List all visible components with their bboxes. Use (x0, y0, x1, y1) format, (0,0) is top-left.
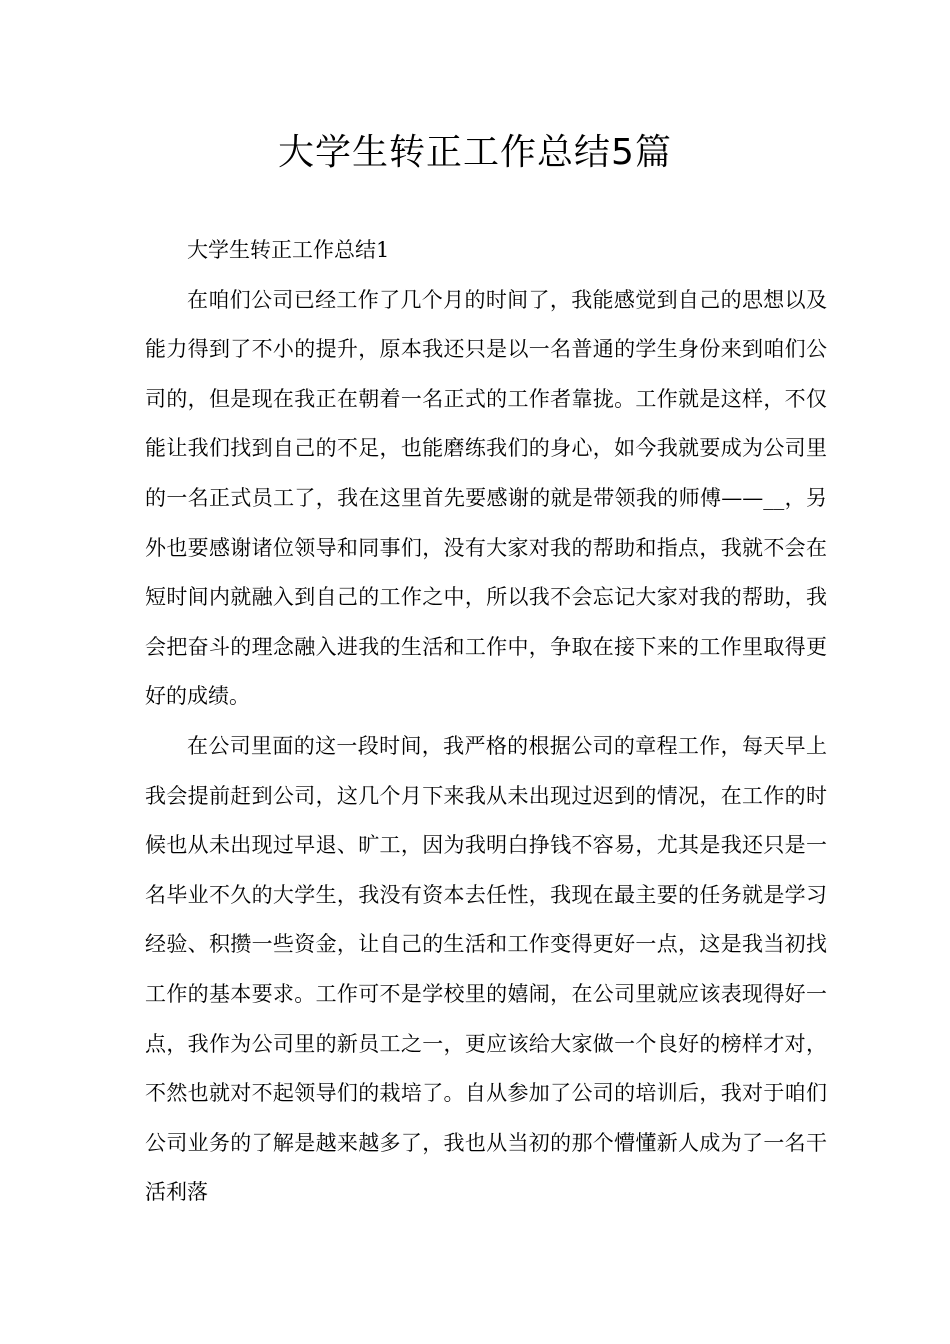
section-heading: 大学生转正工作总结1 (187, 238, 390, 262)
paragraph: 在咱们公司已经工作了几个月的时间了，我能感觉到自己的思想以及能力得到了不小的提升，原本我还只是以一名普通的学生身份来到咱们公司的，但是现在我正在朝着一名正式的工作者靠拢。工作就是这样，不仅能让我们找到自己的不足，也能磨练我们的身心，如今我就要成为公司里的一名正式员工了，我在这里首先要感谢的就是带领我的师傅——__，另外也要感谢诸位领导和同事们，没有大家对我的帮助和指点，我就不会在短时间内就融入到自己的工作之中，所以我不会忘记大家对我的帮助，我会把奋斗的理念融入进我的生活和工作中，争取在接下来的工作里取得更好的成绩。 (145, 287, 827, 709)
document-title: 大学生转正工作总结5篇 (278, 132, 672, 173)
document-body (145, 226, 827, 1218)
paragraph: 在公司里面的这一段时间，我严格的根据公司的章程工作，每天早上我会提前赶到公司，这几个月下来我从未出现过迟到的情况，在工作的时候也从未出现过早退、旷工，因为我明白挣钱不容易，尤其是我还只是一名毕业不久的大学生，我没有资本去任性，我现在最主要的任务就是学习经验、积攒一些资金，让自己的生活和工作变得更好一点，这是我当初找工作的基本要求。工作可不是学校里的嬉闹，在公司里就应该表现得好一点，我作为公司里的新员工之一，更应该给大家做一个良好的榜样才对，不然也就对不起领导们的栽培了。自从参加了公司的培训后，我对于咱们公司业务的了解是越来越多了，我也从当初的那个懵懂新人成为了一名干活利落 (145, 733, 827, 1205)
